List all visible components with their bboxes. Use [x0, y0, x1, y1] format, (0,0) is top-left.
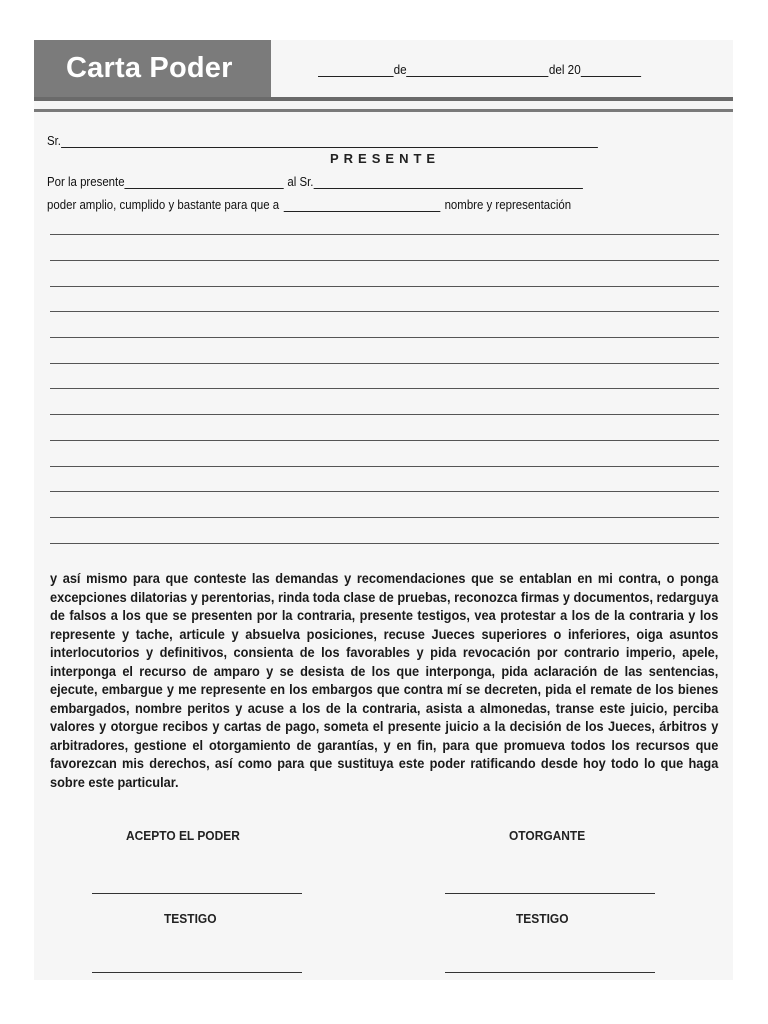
poder-text: poder amplio, cumplido y bastante para que a — [47, 197, 280, 212]
writing-line[interactable] — [50, 363, 719, 364]
power-row — [47, 197, 571, 212]
testigo-right-signature-line[interactable] — [445, 972, 655, 973]
grantor-row — [47, 174, 583, 189]
otorgante-label: OTORGANTE — [509, 828, 586, 843]
day-blank[interactable] — [318, 64, 394, 77]
writing-line[interactable] — [50, 286, 719, 287]
writing-line[interactable] — [50, 414, 719, 415]
writing-line[interactable] — [50, 543, 719, 544]
writing-line[interactable] — [50, 440, 719, 441]
writing-line[interactable] — [50, 260, 719, 261]
testigo-left-label: TESTIGO — [164, 911, 217, 926]
grantee-blank[interactable] — [313, 176, 582, 189]
addressee-blank[interactable] — [61, 135, 598, 148]
carta-poder-document — [34, 40, 733, 980]
year-blank[interactable] — [581, 64, 641, 77]
document-title: Carta Poder — [66, 52, 233, 84]
date-de-label: de — [393, 62, 407, 77]
header-divider-secondary — [34, 109, 733, 112]
writing-line[interactable] — [50, 517, 719, 518]
nombre-text: nombre y representación — [444, 197, 572, 212]
month-blank[interactable] — [407, 64, 549, 77]
otorgante-signature-line[interactable] — [445, 893, 655, 894]
presente-heading: PRESENTE — [330, 151, 441, 166]
date-del-label: del 20 — [548, 62, 581, 77]
representative-blank[interactable] — [284, 199, 441, 212]
writing-line[interactable] — [50, 491, 719, 492]
powers-paragraph: y así mismo para que conteste las demandas y recomendaciones que se entablan en mi contra, o ponga excepciones dilatorias y perentorias, rinda toda clase de pruebas, reconozca firmas y documentos, redarguya de falsos a los que se presenten por la contraria, presente testigos, vea protestar a los de la contraria y los represente y tache, articule y absuelva posiciones, recuse Jueces superiores o inferiores, oiga asuntos interlocutorios y definitivos, consienta de los favorables y pida revocación por contrario imperio, apele, interponga el recurso de amparo y se desista de los que interponga, pida aclaración de las sentencias, ejecute, embargue y me represente en los embargos que contra mí se decreten, pida el remate de los bienes embargados, nombre peritos y acuse a los de la contraria, asista a almonedas, transe este juicio, perciba valores y otorgue recibos y cartas de pago, someta el presente juicio a la decisión de los Jueces, árbitros y arbitradores, gestione el otorgamiento de garantías, y en fin, para que promueva todos los recursos que favorezcan mis derechos, así como para que sustituya este poder ratificando desde hoy todo lo que haga sobre este particular. — [50, 571, 719, 790]
writing-line[interactable] — [50, 388, 719, 389]
sr-label: Sr. — [47, 133, 61, 148]
writing-line[interactable] — [50, 234, 719, 235]
acepto-signature-line[interactable] — [92, 893, 302, 894]
title-banner — [34, 40, 271, 98]
writing-line[interactable] — [50, 337, 719, 338]
addressee-row — [47, 133, 598, 148]
acepto-el-poder-label: ACEPTO EL PODER — [126, 828, 240, 843]
testigo-left-signature-line[interactable] — [92, 972, 302, 973]
writing-line[interactable] — [50, 466, 719, 467]
al-sr-label: al Sr. — [287, 174, 314, 189]
testigo-right-label: TESTIGO — [516, 911, 569, 926]
date-fields — [318, 62, 641, 77]
header-divider — [34, 97, 733, 101]
writing-line[interactable] — [50, 311, 719, 312]
grantor-blank[interactable] — [125, 176, 284, 189]
por-la-presente-label: Por la presente — [47, 174, 125, 189]
